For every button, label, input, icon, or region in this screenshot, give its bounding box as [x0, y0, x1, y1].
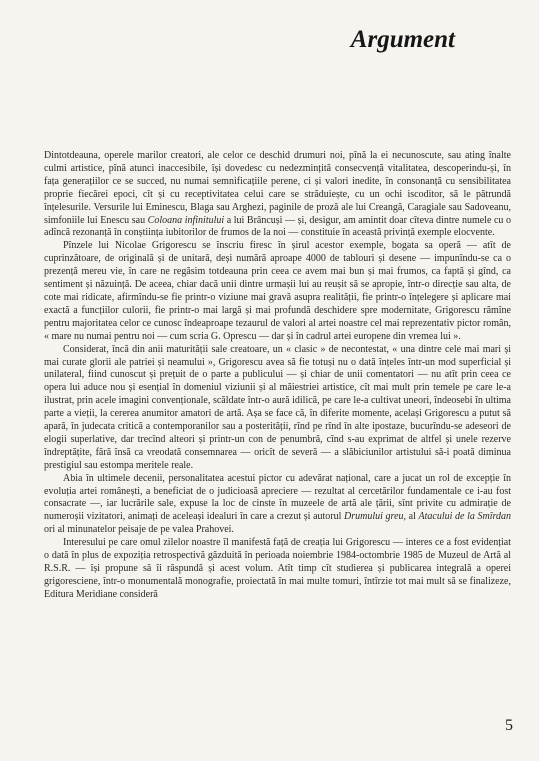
paragraph-text: Considerat, încă din anii maturității sale creatoare, un « clasic » de necontestat, « una dintre cele mai mari și mai curate glorii ale patriei și neamului », Grigorescu avea să fie totuși nu o dată înțeles într-un mod superficial și unilateral, fiind cunoscut și prețuit de o parte a publicului — și chiar de unii comentatori — nu atît prin ceea ce opera lui aduce nou și esențial în domeniul viziunii și al măiestriei artistice, cît mai mult prin temele pe care le-a ilustrat, prin acele imagini convenționale, scăldate într-o aură idilică, pe care le-a cultivat uneori, îndeosebi în ultima parte a vieții, la cererea anumitor amatori de artă. Așa se face că, în diferite momente, același Grigorescu a putut să apară, în judecata critică a contemporanilor sau a posterității, rînd pe rînd în alte ipostaze, bucurîndu-se adeseori de elogii superlative, dar trecînd alteori și printr-un con de penumbră, cînd s-au exprimat de altfel și unele rezerve îndreptățite, fără însă ca vreodată consemnarea — oricît de severă — a slăbiciunilor artistului să-i poată diminua prestigiul sau estompa meritele reale.: [44, 343, 511, 471]
paragraph-text: ori al minunatelor peisaje de pe valea Prahovei.: [44, 524, 234, 536]
paragraph-text: Abia în ultimele decenii, personalitatea acestui pictor cu adevărat național, care a jucat un rol de excepție în evoluția artei românești, a beneficiat de o judicioasă apreciere — rezultat al cercetărilor fundamentale ce i-au fost consacrate —, iar lucrările sale, expuse la loc de cinste în muzeele de artă ale țării, sînt privite cu admirație de numeroșii vizitatori, animați de aceleași idealuri în care a crezut și autorul: [44, 472, 511, 523]
paragraph-5: [44, 537, 511, 602]
artwork-title: Atacului de la Smîrdan: [418, 511, 512, 523]
paragraph-text: Interesului pe care omul zilelor noastre îl manifestă față de creația lui Grigorescu — interes ce a fost evidențiat o dată în plus de expoziția retrospectivă găzduită în perioada noiembrie 1984-octombrie 1985 de Muzeul de Artă al R.S.R. — își propune să îi răspundă și acest volum. Atît timp cît studierea și publicarea integrală a operei grigoresciene, într-o monumentală monografie, proiectată în mai multe tomuri, întîrzie tot mai mult să se finalizeze, Editura Meridiane consideră: [44, 537, 511, 600]
body-text: [44, 150, 511, 602]
paragraph-text: Pînzele lui Nicolae Grigorescu se înscriu firesc în șirul acestor exemple, bogata sa operă — atît de cuprinzătoare, de originală și de unitară, deși numără aproape 4000 de tablouri și desene — impunîndu-se ca o prezență mereu vie, în care ne regăsim totdeauna prin ceea ce avem mai bun și mai frumos, ca faptă și gînd, ca sentiment și năzuință. De aceea, chiar dacă unii dintre urmașii lui au reușit să se apropie, într-o direcție sau alta, de cote mai ridicate, afirmîndu-se fie printr-o viziune mai gravă asupra realității, fie printr-o înțelegere și aplicare mai exactă a funcțiilor culorii, fie printr-o mai largă și mai profundă deschidere spre modernitate, Grigorescu rămîne pentru majoritatea celor ce cunosc îndeaproape tezaurul de valori al artei noastre cel mai reprezentativ pictor român, « mare nu numai pentru noi — cum scria G. Oprescu — dar și în cadrul artei europene din vremea lui ».: [44, 240, 511, 342]
paragraph-1: [44, 150, 511, 240]
paragraph-4: [44, 473, 511, 538]
paragraph-text: a lui Brâncuși — și, desigur, am amintit doar cîteva dintre numele cu o adîncă rezonanță în conștiința iubitorilor de frumos de la noi — constituie în această privință exemple elocvente.: [44, 214, 511, 239]
paragraph-2: [44, 240, 511, 343]
page-title: Argument: [350, 26, 455, 53]
paragraph-3: [44, 344, 511, 473]
paragraph-text: Dintotdeauna, operele marilor creatori, ale celor ce deschid drumuri noi, pînă la ei necunoscute, sau ating înalte culmi artistice, pînă atunci inaccesibile, își dovedesc cu nedezmințită consecvență vitalitatea, descoperindu-și, în fața generațiilor ce se succed, nu numai semnificațiile perene, ci și valori inedite, în consonanță cu sensibilitatea proprie fiecărei epoci, cît și cu receptivitatea celui care se străduiește, cu un ochi iscoditor, să le pătrundă înțelesurile. Versurile lui Eminescu, Blaga sau Arghezi, paginile de proză ale lui Creangă, Caragiale sau Sadoveanu, simfoniile lui Enescu sau: [44, 150, 511, 226]
paragraph-text: , al: [403, 511, 419, 523]
artwork-title: Drumului greu: [344, 511, 404, 523]
page-number: 5: [505, 717, 513, 734]
artwork-title: Coloana infinitului: [147, 214, 225, 226]
